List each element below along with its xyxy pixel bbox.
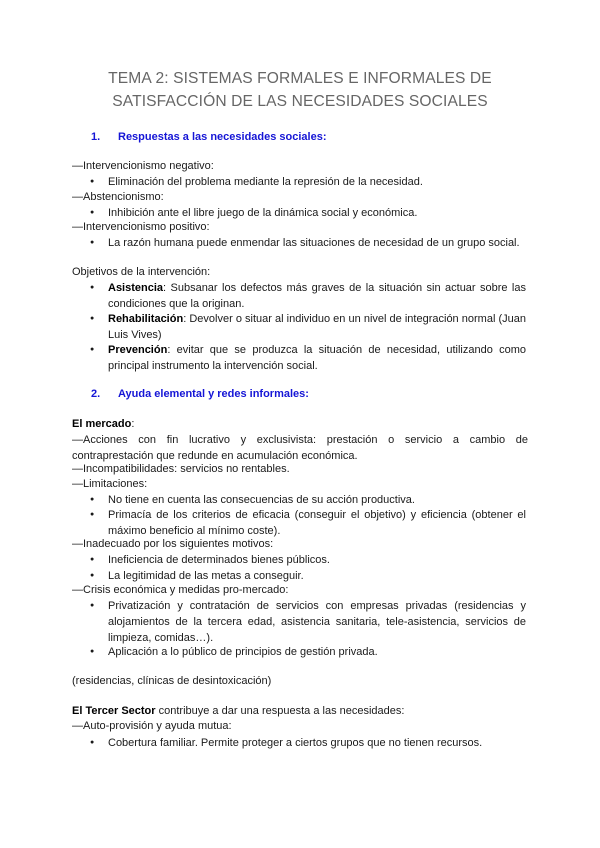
label-abstencionismo: —Abstencionismo: — [72, 191, 164, 203]
mercado-incompatibilidades: —Incompatibilidades: servicios no rentables. — [72, 463, 290, 475]
bullet-item: ● Eliminación del problema mediante la represión de la necesidad. — [108, 174, 526, 190]
label-auto-provision: —Auto-provisión y ayuda mutua: — [72, 720, 232, 732]
bullet-item: ● No tiene en cuenta las consecuencias de su acción productiva. — [108, 492, 526, 508]
tercer-sector-paragraph: El Tercer Sector contribuye a dar una respuesta a las necesidades: — [72, 705, 405, 717]
bullet-item: ● Inhibición ante el libre juego de la dinámica social y económica. — [108, 205, 526, 221]
label-crisis: —Crisis económica y medidas pro-mercado: — [72, 584, 289, 596]
section-1-number: 1. — [91, 131, 101, 143]
section-1-title: Respuestas a las necesidades sociales: — [118, 131, 327, 143]
objetivo-asistencia: ● Asistencia: Subsanar los defectos más graves de la situación sin actuar sobre las condiciones que la originan. — [108, 280, 526, 312]
term-prevencion: Prevención — [108, 344, 168, 356]
label-limitaciones: —Limitaciones: — [72, 478, 148, 490]
term-asistencia: Asistencia — [108, 282, 164, 294]
label-intervencionismo-negativo: —Intervencionismo negativo: — [72, 160, 214, 172]
bullet-item: ● La legitimidad de las metas a conseguir. — [108, 568, 526, 584]
objetivo-rehabilitacion: ● Rehabilitación: Devolver o situar al individuo en un nivel de integración normal (Juan Luis Vives) — [108, 311, 526, 343]
label-inadecuado: —Inadecuado por los siguientes motivos: — [72, 538, 274, 550]
label-objetivos: Objetivos de la intervención: — [72, 266, 211, 278]
bullet-item: ● Cobertura familiar. Permite proteger a ciertos grupos que no tienen recursos. — [108, 735, 526, 751]
bullet-item: ● Privatización y contratación de servicios con empresas privadas (residencias y alojamientos de la tercera edad, asistencia sanitaria, tele-asistencia, servicios de limpieza, comidas…). — [108, 598, 526, 646]
document-title-line-2: SATISFACCIÓN DE LAS NECESIDADES SOCIALES — [112, 93, 488, 110]
label-intervencionismo-positivo: —Intervencionismo positivo: — [72, 221, 210, 233]
bullet-item: ● Primacía de los criterios de eficacia (conseguir el objetivo) y eficiencia (obtener el máximo beneficio al mínimo coste). — [108, 507, 526, 539]
term-rehabilitacion: Rehabilitación — [108, 313, 184, 325]
section-2-title: Ayuda elemental y redes informales: — [118, 388, 309, 400]
mercado-heading: El mercado: — [72, 418, 135, 430]
document-title-line-1: TEMA 2: SISTEMAS FORMALES E INFORMALES DE — [108, 70, 492, 87]
residencias-note: (residencias, clínicas de desintoxicación) — [72, 675, 272, 687]
bullet-item: ● Aplicación a lo público de principios de gestión privada. — [108, 644, 526, 660]
section-1-heading — [91, 131, 327, 143]
bullet-item: ● Ineficiencia de determinados bienes públicos. — [108, 552, 526, 568]
mercado-acciones: —Acciones con fin lucrativo y exclusivista: prestación o servicio a cambio de contraprestación que redunde en acumulación económica. — [72, 434, 528, 463]
section-2-heading — [91, 388, 309, 400]
section-2-number: 2. — [91, 388, 101, 400]
bullet-item: ● La razón humana puede enmendar las situaciones de necesidad de un grupo social. — [108, 235, 526, 251]
objetivo-prevencion: ● Prevención: evitar que se produzca la situación de necesidad, utilizando como principal instrumento la intervención social. — [108, 342, 526, 374]
